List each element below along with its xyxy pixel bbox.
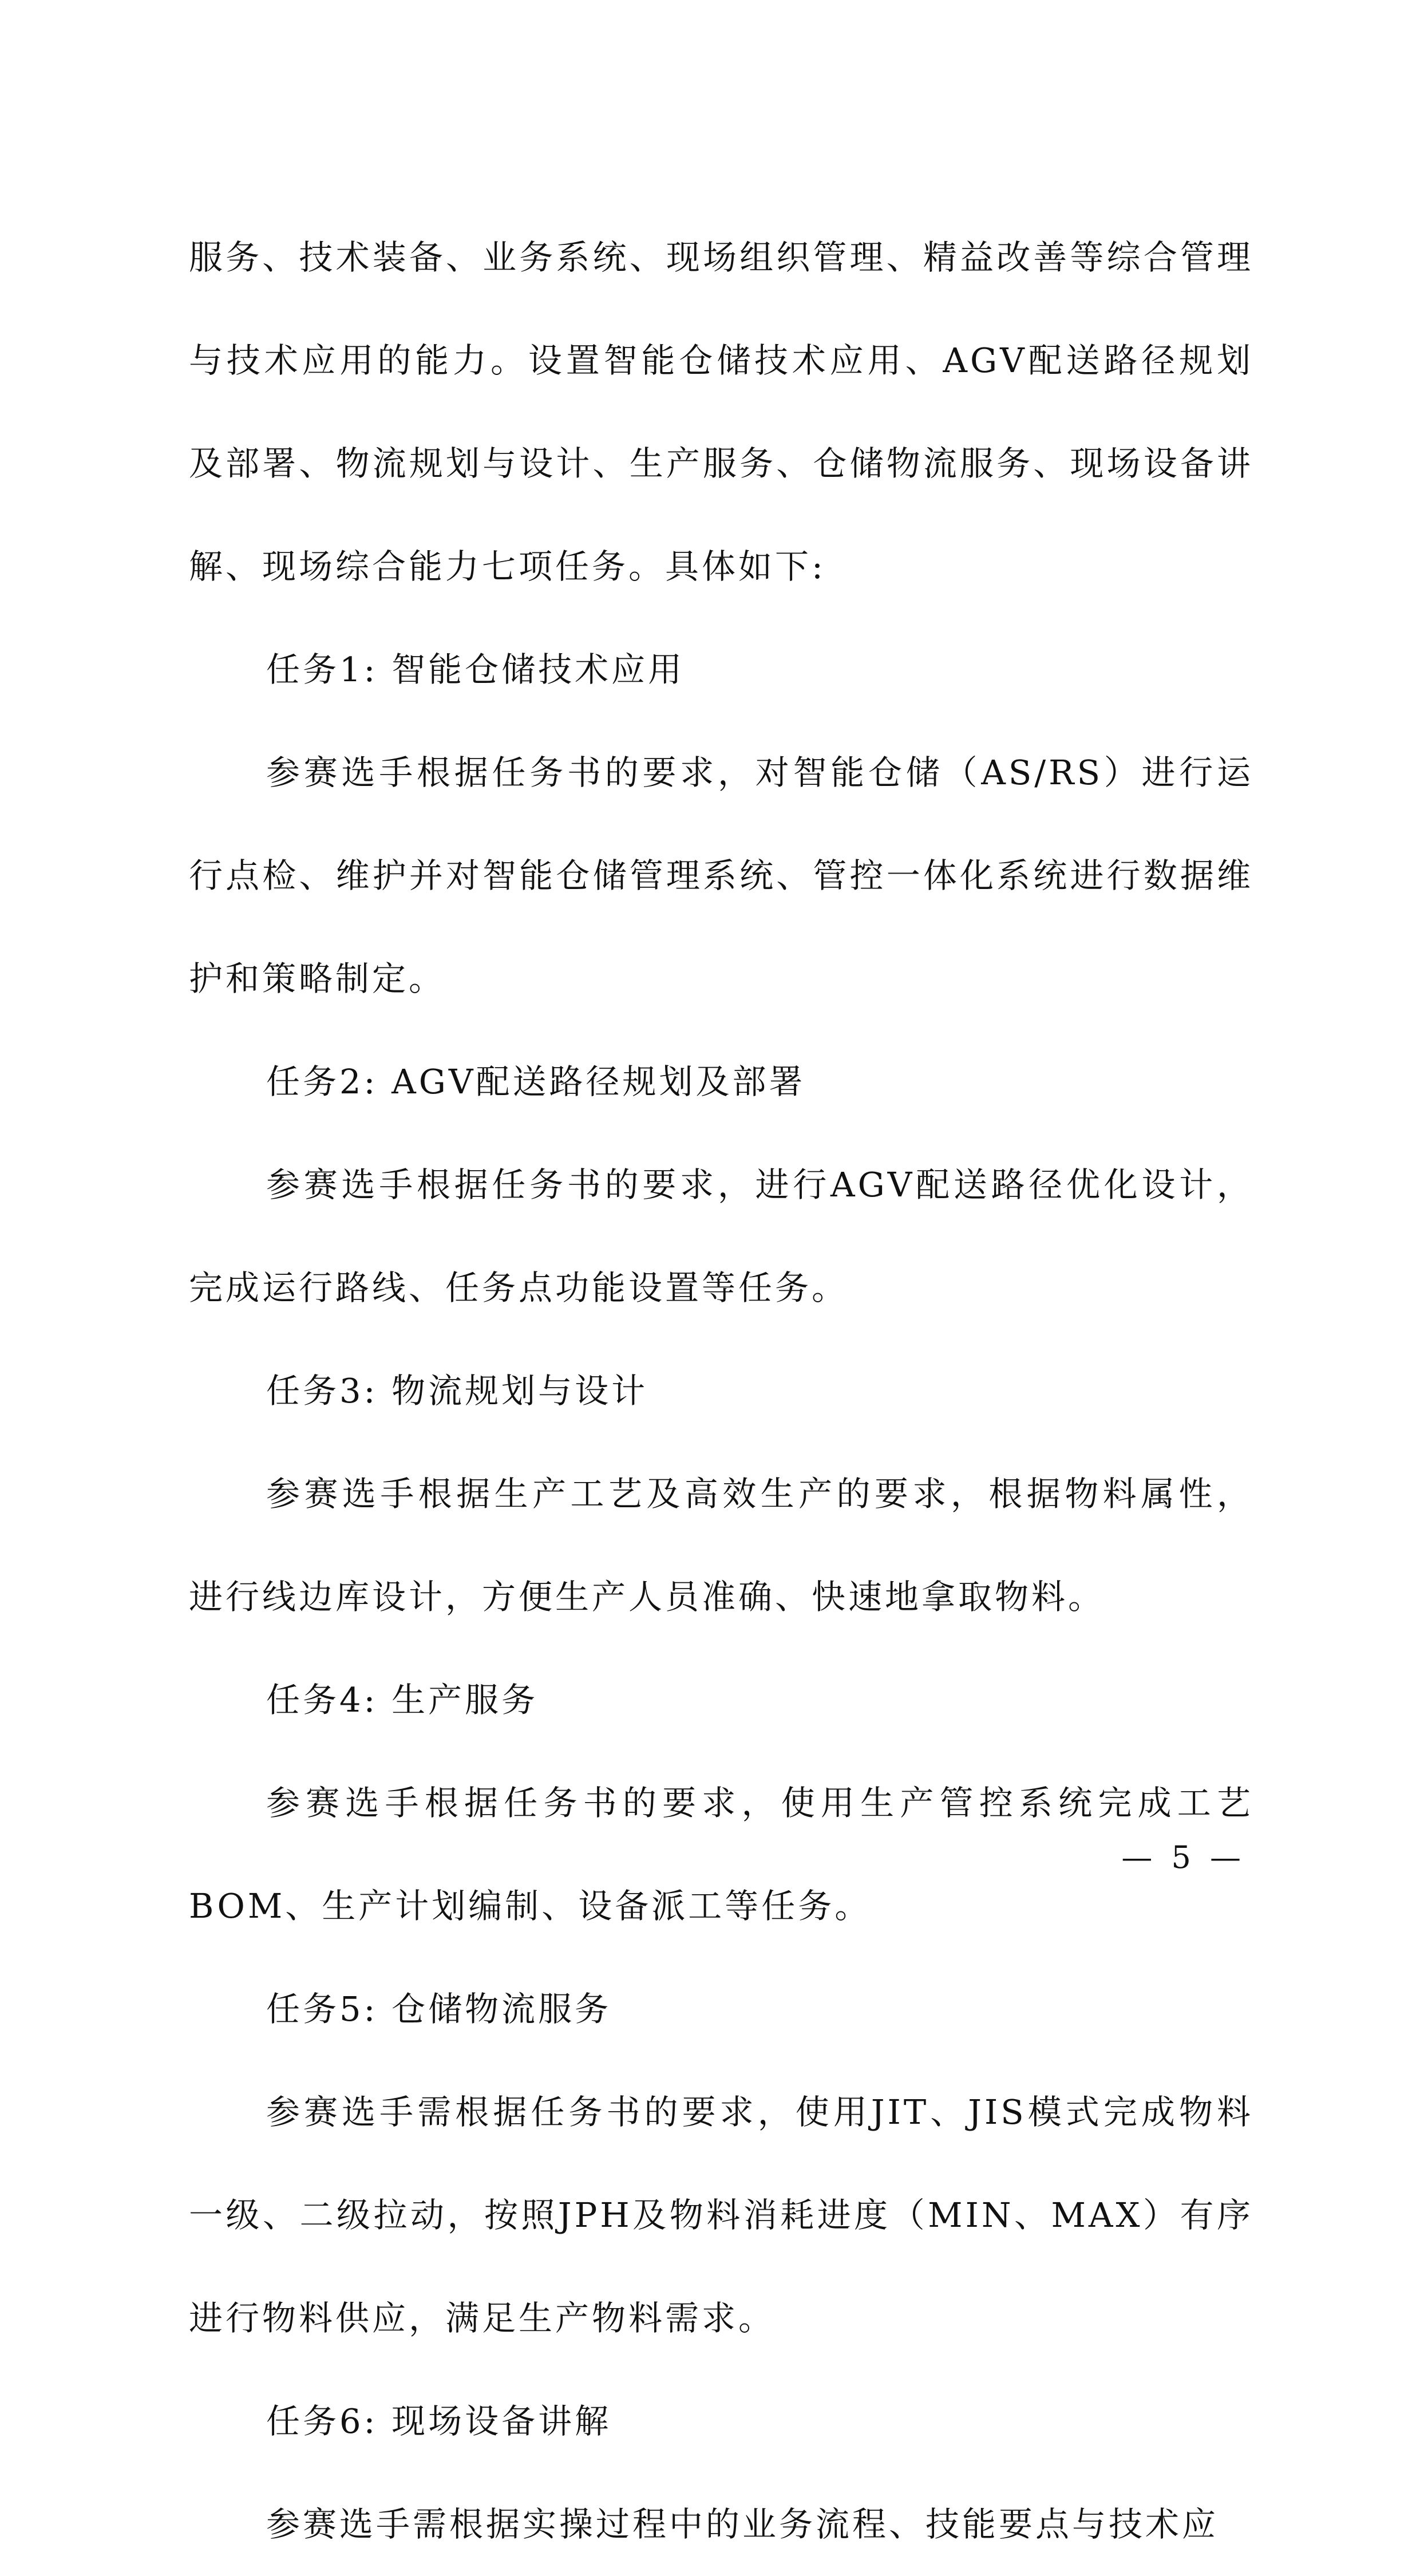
task-5-description: 参赛选手需根据任务书的要求，使用JIT、JIS模式完成物料一级、二级拉动，按照JPH及物料消耗进度（MIN、MAX）有序进行物料供应，满足生产物料需求。 — [189, 2092, 1253, 2338]
task-6-description: 参赛选手需根据实操过程中的业务流程、技能要点与技术应 — [266, 2504, 1219, 2544]
task-2-heading: 任务2: AGV配送路径规划及部署 — [266, 1062, 806, 1101]
task-4-heading: 任务4: 生产服务 — [266, 1680, 539, 1720]
task-5-heading: 任务5: 仓储物流服务 — [266, 1989, 612, 2029]
task-3-description: 参赛选手根据生产工艺及高效生产的要求，根据物料属性，进行线边库设计，方便生产人员准确、快速地拿取物料。 — [189, 1474, 1253, 1617]
document-body — [189, 206, 1253, 2576]
task-6-heading: 任务6: 现场设备讲解 — [266, 2401, 612, 2441]
paragraph-continuation: 服务、技术装备、业务系统、现场组织管理、精益改善等综合管理与技术应用的能力。设置智能仓储技术应用、AGV配送路径规划及部署、物流规划与设计、生产服务、仓储物流服务、现场设备讲解、现场综合能力七项任务。具体如下: — [189, 238, 1253, 586]
task-1-heading: 任务1: 智能仓储技术应用 — [266, 650, 685, 689]
task-4-description: 参赛选手根据任务书的要求，使用生产管控系统完成工艺BOM、生产计划编制、设备派工等任务。 — [189, 1783, 1253, 1926]
task-3-heading: 任务3: 物流规划与设计 — [266, 1371, 648, 1411]
page-number: — 5 — — [1121, 1839, 1245, 1875]
task-2-description: 参赛选手根据任务书的要求，进行AGV配送路径优化设计，完成运行路线、任务点功能设置等任务。 — [189, 1165, 1253, 1307]
task-1-description: 参赛选手根据任务书的要求，对智能仓储（AS/RS）进行运行点检、维护并对智能仓储管理系统、管控一体化系统进行数据维护和策略制定。 — [189, 753, 1253, 998]
